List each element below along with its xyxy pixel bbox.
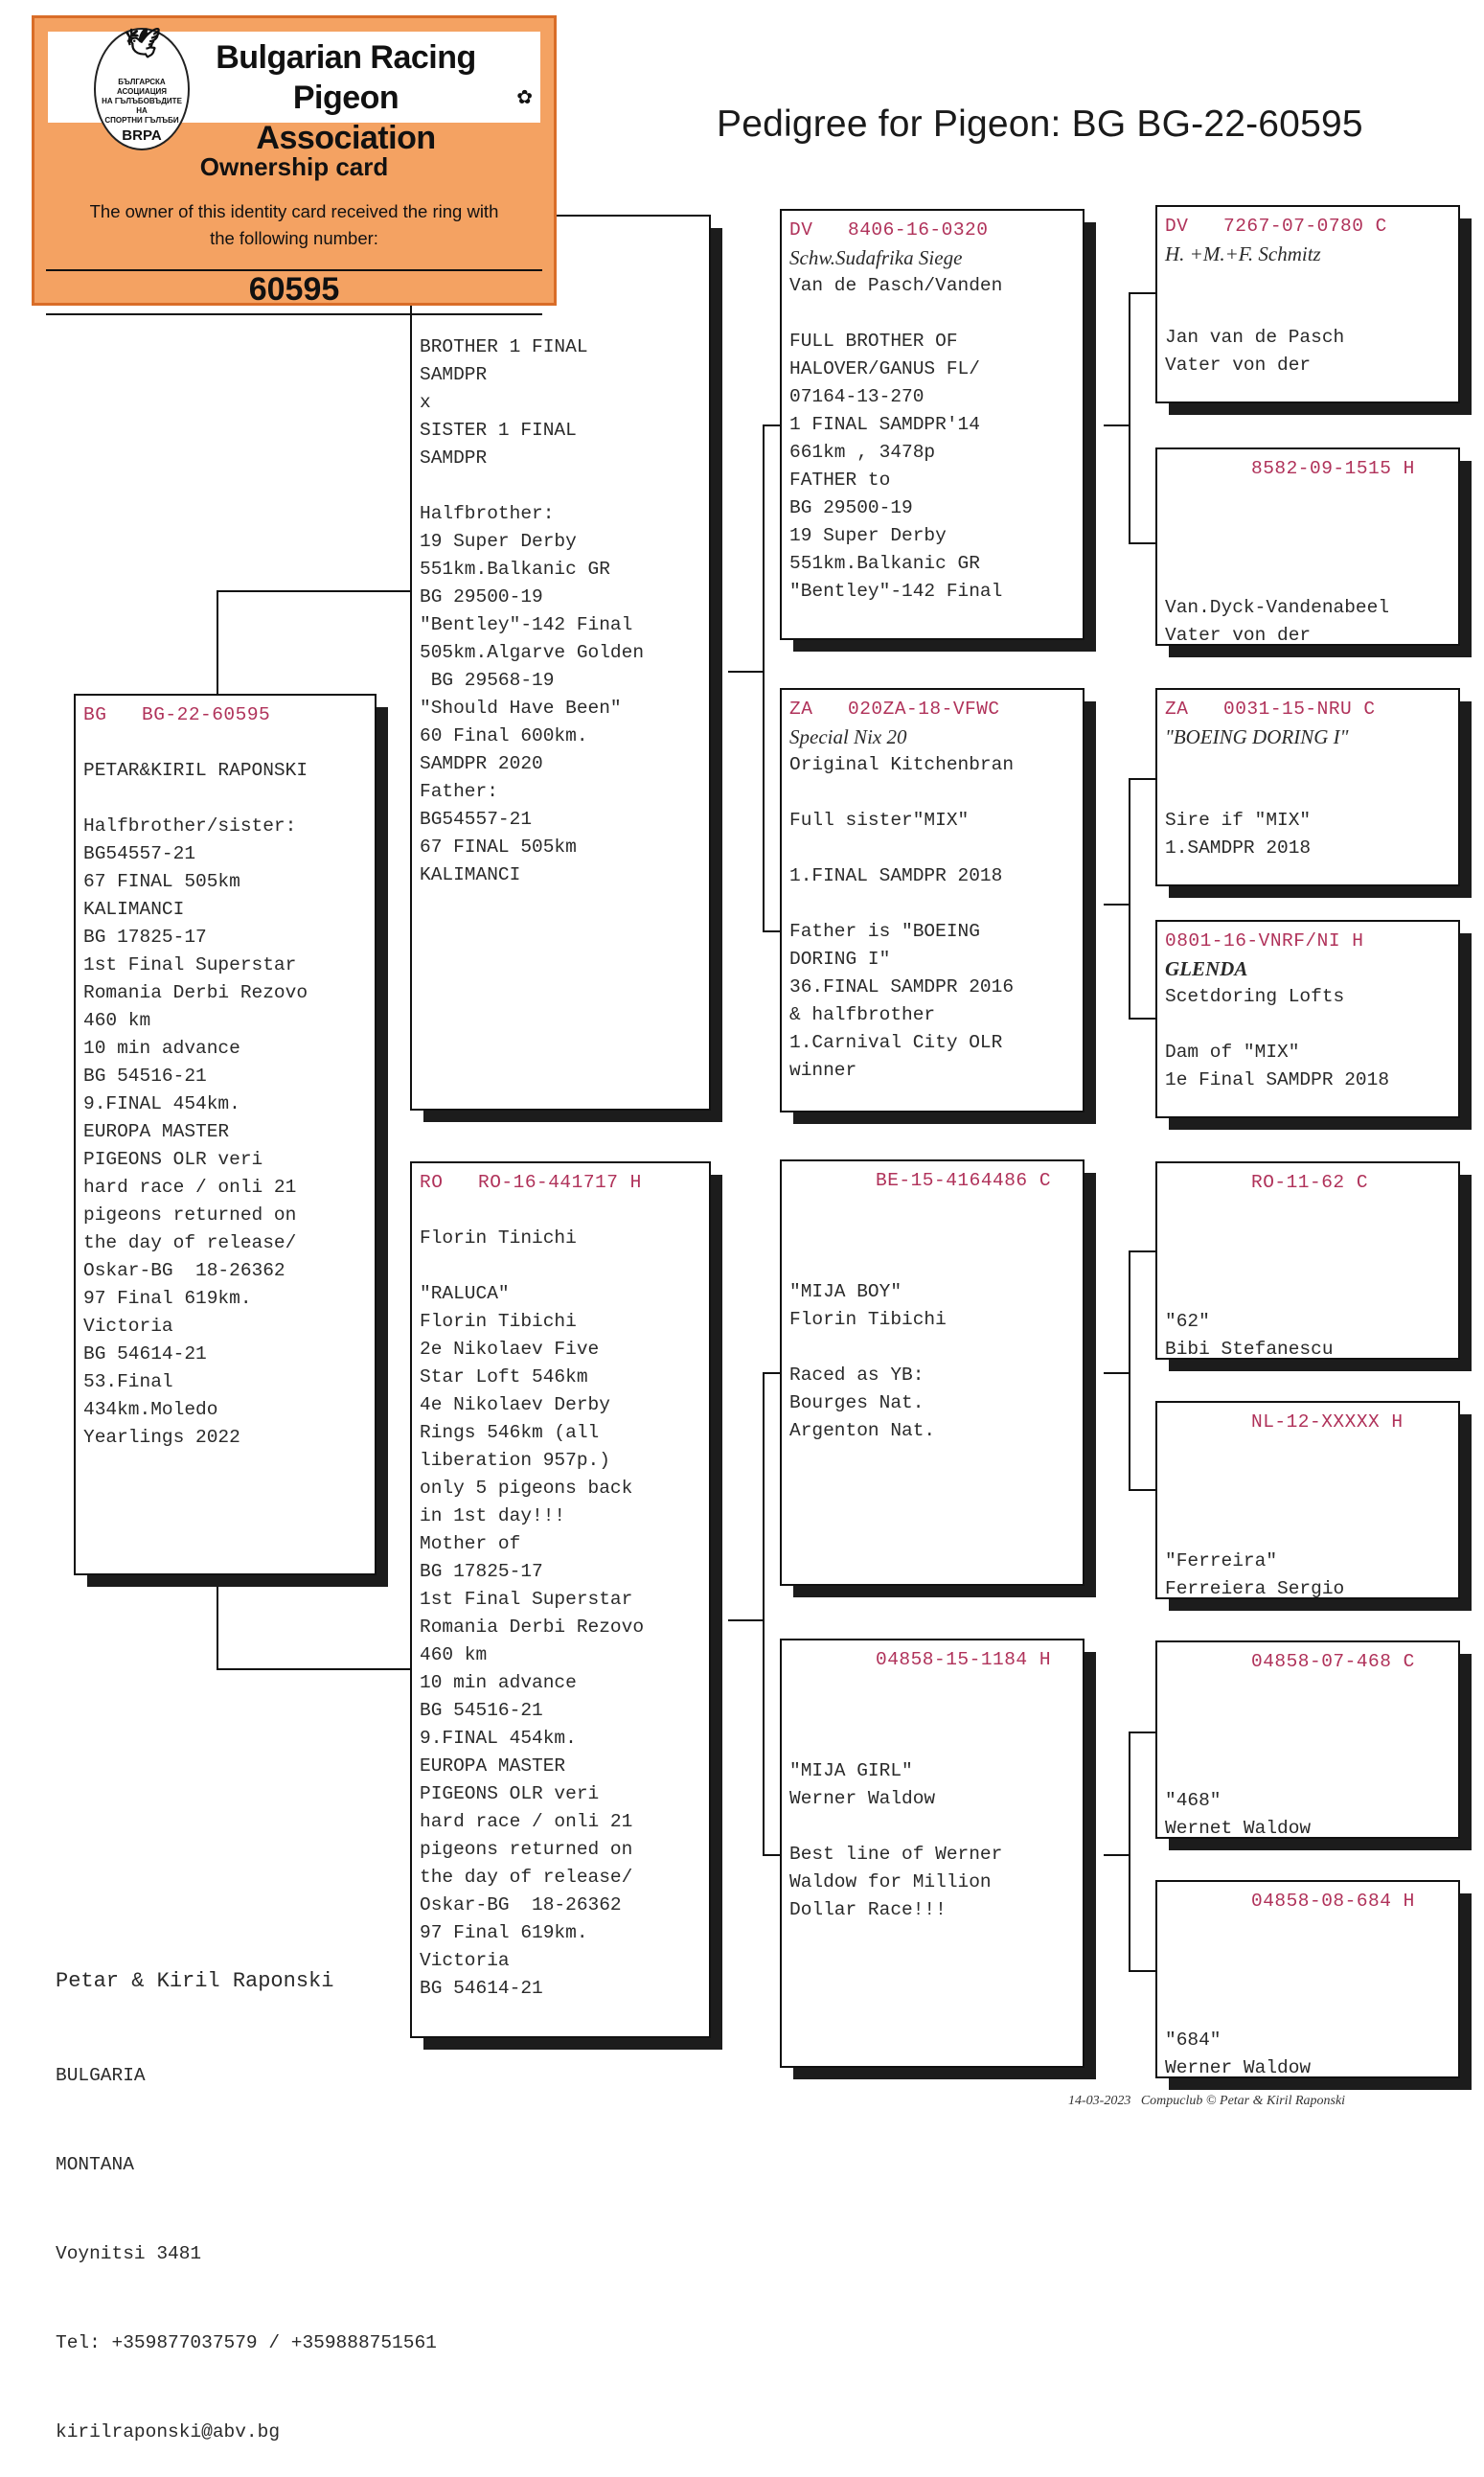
pigeon-name: H. +M.+F. Schmitz [1165,242,1321,265]
breeder-email[interactable]: kirilraponski@abv.bg [56,2421,281,2443]
ring-number: ZA 0031-15-NRU C [1165,699,1376,720]
pigeon-note-line: BG54557-21 [83,843,196,864]
breeder-phone: Tel: +359877037579 / +359888751561 [56,2332,437,2353]
pigeon-note-line [1165,1464,1450,1492]
pigeon-note-line [1165,296,1450,324]
pigeon-note-line: winner [789,1060,857,1081]
pigeon-note-line: PIGEONS OLR veri [420,1783,600,1804]
ring-number: 04858-15-1184 H [876,1649,1052,1670]
pigeon-card-sd-sire[interactable] [1155,688,1460,886]
pigeon-note-line: hard race / onli 21 [420,1811,633,1832]
association-name-line-1: Bulgarian Racing Pigeon [216,39,476,116]
ring-number: 60595 [248,271,340,308]
pigeon-card-dam-dam[interactable] [780,1639,1084,2068]
pigeon-note-line [1165,1943,1450,1971]
pigeon-note-line: BG 54614-21 [83,1343,207,1365]
pigeon-name: "BOEING DORING I" [1165,725,1349,748]
pigeon-note-line: PIGEONS OLR veri [83,1149,263,1170]
connector-line [1129,292,1130,544]
pigeon-card-sire[interactable] [410,215,711,1111]
pigeon-card-dd-dam[interactable] [1155,1880,1460,2078]
ownership-card [32,15,557,306]
pigeon-note-line: 60 Final 600km. [420,725,588,746]
pigeon-note-line: "468" [1165,1790,1221,1811]
pigeon-note-line: 97 Final 619km. [83,1288,252,1309]
ring-number: BG BG-22-60595 [83,704,271,725]
pigeon-note-line: 460 km [420,1644,488,1665]
pigeon-note-line [1165,779,1450,807]
pigeon-note-line: only 5 pigeons back [420,1478,633,1499]
pigeon-note-line: EUROPA MASTER [83,1121,230,1142]
pigeon-note-line: 10 min advance [420,1672,577,1693]
pigeon-note-line [1165,1732,1450,1759]
connector-line [1129,778,1130,1020]
pigeon-note-line: Wernet Waldow [1165,1818,1312,1839]
pigeon-note-line: & halfbrother [789,1004,936,1025]
pigeon-note-line: Bibi Stefanescu [1165,1339,1334,1360]
association-name-line-2: Association [256,120,436,156]
pigeon-note-line: Halfbrother: [420,503,555,524]
ring-number: 0801-16-VNRF/NI H [1165,930,1364,952]
pigeon-card-sire-dam[interactable] [780,688,1084,1112]
breeder-name: Petar & Kiril Raponski [56,1969,334,1993]
ring-number: RO-11-62 C [1251,1172,1369,1193]
pigeon-note-line: 67 FINAL 505km [420,837,577,858]
pigeon-note-line [789,1674,1075,1702]
pigeon-note-line: Halfbrother/sister: [83,815,297,837]
pigeon-card-subject[interactable] [74,694,377,1575]
pigeon-note-line: Mother of [420,1533,521,1554]
ring-number: ZA 020ZA-18-VFWC [789,699,1000,720]
pigeon-note-line [1165,751,1450,779]
ownership-card-text [54,198,535,252]
pigeon-note-line: "RALUCA" [420,1283,510,1304]
ring-number: BE-15-4164486 C [876,1170,1052,1191]
pigeon-note-line: BG 29500-19 [420,586,543,608]
connector-line [1104,1854,1130,1856]
pigeon-note-line: 07164-13-270 [789,386,925,407]
pigeon-note-line: 1.FINAL SAMDPR 2018 [789,865,1003,886]
connector-line [1104,424,1130,426]
pigeon-note-line [1165,1999,1450,2027]
pigeon-note-line: "MIJA GIRL" [789,1760,913,1781]
logo-text-3: СПОРТНИ ГЪЛЪБИ [104,116,179,125]
pigeon-note-line: BG 17825-17 [420,1561,543,1582]
pigeon-note-line [83,785,367,813]
pigeon-note-line: Werner Waldow [1165,2057,1312,2078]
pigeon-name: Special Nix 20 [789,725,907,748]
pigeon-note-line: HALOVER/GANUS FL/ [789,358,980,379]
pigeon-note-line: Van.Dyck-Vandenabeel [1165,597,1390,618]
pigeon-note-line: 1 FINAL SAMDPR'14 [789,414,980,435]
pigeon-note-line [420,472,701,500]
pigeon-note-line: "62" [1165,1311,1210,1332]
ring-number: DV 8406-16-0320 [789,219,989,241]
connector-line [728,1619,765,1621]
pigeon-note-line: "MIJA BOY" [789,1281,902,1302]
pigeon-card-ds-dam[interactable] [1155,1401,1460,1599]
pigeon-note-line: Jan van de Pasch [1165,327,1345,348]
connector-line [217,590,218,694]
pigeon-note-line: Romania Derbi Rezovo [83,982,308,1003]
breeder-info [56,1907,437,2477]
breeder-region: MONTANA [56,2154,134,2175]
pigeon-note-line: "Should Have Been" [420,698,622,719]
ownership-card-title: Ownership card [199,152,389,181]
pigeon-note-line: 551km.Balkanic GR [789,553,980,574]
pigeon-note-line [1165,268,1450,296]
pigeon-note-line [1165,1520,1450,1548]
pigeon-note-line: 36.FINAL SAMDPR 2016 [789,976,1015,998]
ring-number: RO RO-16-441717 H [420,1172,642,1193]
pigeon-note-line: BROTHER 1 FINAL [420,336,588,357]
pigeon-note-line [420,306,701,333]
pigeon-note-line: FULL BROTHER OF [789,331,958,352]
association-name [173,37,518,158]
pigeon-note-line [789,300,1075,328]
pigeon-note-line: pigeons returned on [420,1839,633,1860]
connector-line [1129,1250,1130,1491]
print-date: 14-03-2023 [1068,2094,1131,2108]
pigeon-card-dam-sire[interactable] [780,1159,1084,1586]
pigeon-note-line: x [420,392,431,413]
pigeon-note-line: BG 54614-21 [420,1978,543,1999]
divider [46,313,542,315]
pigeon-note-line [1165,1915,1450,1943]
pigeon-card-dd-sire[interactable] [1155,1640,1460,1839]
pigeon-note-line: 1e Final SAMDPR 2018 [1165,1069,1390,1090]
pigeon-note-line: 1.SAMDPR 2018 [1165,837,1312,859]
ownership-text-line-2: the following number: [210,228,378,248]
pigeon-name: GLENDA [1165,957,1248,980]
pigeon-note-line: Argenton Nat. [789,1420,936,1441]
connector-line [1104,1372,1130,1374]
pigeon-note-line: Vater von der [1165,355,1312,376]
pigeon-note-line [789,779,1075,807]
pigeon-note-line [789,1195,1075,1223]
pigeon-note-line [789,1223,1075,1250]
pigeon-note-line [789,890,1075,918]
pigeon-note-line: 4e Nikolaev Derby [420,1394,610,1415]
pigeon-note-line: 661km , 3478p [789,442,936,463]
ring-number: 8582-09-1515 H [1251,458,1415,479]
pigeon-note-line: SISTER 1 FINAL [420,420,577,441]
connector-line [763,1372,765,1856]
pigeon-note-line: 505km.Algarve Golden [420,642,645,663]
pigeon-note-line [1165,1252,1450,1280]
pigeon-note-line: the day of release/ [420,1867,633,1888]
connector-line [1129,1732,1130,1972]
pigeon-note-line [1165,1011,1450,1039]
pigeon-card-ds-sire[interactable] [1155,1161,1460,1360]
ring-number: NL-12-XXXXX H [1251,1411,1404,1433]
pigeon-card-dam[interactable] [410,1161,711,2038]
pigeon-note-line: "684" [1165,2030,1221,2051]
pigeon-note-line: Victoria [83,1316,173,1337]
pigeon-note-line: Romania Derbi Rezovo [420,1617,645,1638]
pigeon-note-line [1165,1492,1450,1520]
connector-line [728,671,765,673]
pigeon-note-line: Original Kitchenbran [789,754,1015,775]
pigeon-note-line: KALIMANCI [420,864,521,885]
pigeon-note-line: 19 Super Derby [420,531,577,552]
pigeon-note-line: the day of release/ [83,1232,297,1253]
connector-line [217,590,410,592]
pigeon-note-line [1165,1759,1450,1787]
pigeon-note-line: BG 29500-19 [789,497,913,518]
ownership-text-line-1: The owner of this identity card received the ring with [89,201,499,221]
pigeon-note-line: Florin Tibichi [789,1309,947,1330]
pigeon-note-line: Rings 546km (all [420,1422,600,1443]
pigeon-note-line: 460 km [83,1010,151,1031]
pigeon-note-line: Ferreiera Sergio [1165,1578,1345,1599]
pigeon-note-line: Florin Tibichi [420,1311,577,1332]
page-title: Pedigree for Pigeon: BG BG-22-60595 [717,103,1363,145]
pigeon-note-line: "Bentley"-142 Final [420,614,633,635]
pigeon-note-line: Werner Waldow [789,1788,936,1809]
pigeon-note-line: PETAR&KIRIL RAPONSKI [83,760,308,781]
pigeon-note-line: SAMDPR [420,447,488,469]
small-emblem-icon: ✿ [516,87,533,108]
pigeon-note-line: 53.Final [83,1371,173,1392]
pigeon-note-line [1165,1197,1450,1225]
pigeon-note-line: pigeons returned on [83,1204,297,1226]
pigeon-note-line: Dollar Race!!! [789,1899,947,1920]
pigeon-name: Schw.Sudafrika Siege [789,246,963,269]
ring-number: DV 7267-07-0780 C [1165,216,1387,237]
pigeon-note-line: Bourges Nat. [789,1392,925,1413]
pigeon-note-line: BG 17825-17 [83,927,207,948]
pigeon-note-line: hard race / onli 21 [83,1177,297,1198]
pigeon-note-line [1165,483,1450,511]
logo-text-1: БЪЛГАРСКА АСОЦИАЦИЯ [116,78,168,96]
breeder-address: Voynitsi 3481 [56,2243,202,2264]
pigeon-note-line: Victoria [420,1950,510,1971]
pigeon-note-line: Sire if "MIX" [1165,810,1312,831]
pigeon-note-line: "Ferreira" [1165,1550,1278,1571]
connector-line [763,424,765,932]
logo-abbr: BRPA [122,127,162,144]
pigeon-note-line: 19 Super Derby [789,525,947,546]
footer [1068,2094,1345,2109]
pigeon-note-line: 9.FINAL 454km. [83,1093,240,1114]
pigeon-note-line: liberation 957p.) [420,1450,610,1471]
connector-line [217,1668,410,1670]
pigeon-note-line [1165,511,1450,539]
pigeon-note-line: Oskar-BG 18-26362 [420,1894,622,1915]
pigeon-note-line: SAMDPR [420,364,488,385]
pigeon-note-line: Waldow for Million [789,1871,992,1892]
pigeon-note-line: Yearlings 2022 [83,1427,240,1448]
logo-text-2: НА ГЪЛЪБОВЪДИТЕ НА [102,97,182,115]
pigeon-note-line: BG54557-21 [420,809,533,830]
pigeon-note-line [789,1250,1075,1278]
pigeon-note-line [83,729,367,757]
pigeon-note-line: SAMDPR 2020 [420,753,543,774]
pigeon-note-line: Oskar-BG 18-26362 [83,1260,285,1281]
pigeon-note-line: Scetdoring Lofts [1165,986,1345,1007]
pigeon-note-line: KALIMANCI [83,899,185,920]
pigeon-note-line: 434km.Moledo [83,1399,218,1420]
pigeon-note-line [1165,1971,1450,1999]
pigeon-note-line: Florin Tinichi [420,1227,577,1249]
pigeon-note-line: EUROPA MASTER [420,1755,566,1777]
ring-number: 04858-07-468 C [1251,1651,1415,1672]
pigeon-note-line: 67 FINAL 505km [83,871,240,892]
pigeon-card-ss-dam[interactable] [1155,447,1460,646]
pigeon-note-line: BG 54516-21 [83,1066,207,1087]
pigeon-note-line: Father is "BOEING [789,921,980,942]
pigeon-note-line: Van de Pasch/Vanden [789,275,1003,296]
pigeon-note-line [1165,1676,1450,1704]
pigeon-card-sire-sire[interactable] [780,209,1084,640]
pigeon-note-line: 1st Final Superstar [420,1589,633,1610]
pigeon-note-line: 10 min advance [83,1038,240,1059]
pigeon-card-sd-dam[interactable] [1155,920,1460,1118]
pigeon-note-line [420,1197,701,1225]
pigeon-note-line: 97 Final 619km. [420,1922,588,1943]
pigeon-note-line: Star Loft 546km [420,1366,588,1388]
connector-line [1104,904,1130,906]
breeder-country: BULGARIA [56,2065,146,2086]
footer-credit: Compuclub © Petar & Kiril Raponski [1140,2094,1346,2108]
connector-line [217,1574,218,1670]
pigeon-note-line [1165,566,1450,594]
pigeon-note-line: BG 54516-21 [420,1700,543,1721]
pigeon-note-line: DORING I" [789,949,891,970]
pigeon-note-line: Vater von der [1165,625,1312,646]
pigeon-note-line: Raced as YB: [789,1365,925,1386]
pigeon-card-ss-sire[interactable] [1155,205,1460,403]
pigeon-note-line: Dam of "MIX" [1165,1042,1300,1063]
pigeon-note-line: 551km.Balkanic GR [420,559,610,580]
pigeon-note-line [1165,1436,1450,1464]
ring-number: 04858-08-684 H [1251,1891,1415,1912]
pigeon-note-line: 1.Carnival City OLR [789,1032,1003,1053]
pigeon-note-line: in 1st day!!! [420,1505,566,1526]
pigeon-note-line: 1st Final Superstar [83,954,297,975]
pigeon-note-line [789,1334,1075,1362]
pigeon-note-line: BG 29568-19 [420,670,555,691]
pigeon-note-line [1165,539,1450,566]
pigeon-note-line: Best line of Werner [789,1844,1003,1865]
pigeon-note-line [789,1730,1075,1757]
pigeon-note-line [420,1252,701,1280]
pigeon-icon: 🕊 [125,28,162,59]
pigeon-note-line [789,1702,1075,1730]
pigeon-note-line: 9.FINAL 454km. [420,1728,577,1749]
pigeon-note-line: 2e Nikolaev Five [420,1339,600,1360]
pigeon-note-line [789,1813,1075,1841]
pigeon-note-line: Father: [420,781,498,802]
pigeon-note-line [1165,1225,1450,1252]
pigeon-note-line [1165,1704,1450,1732]
pigeon-note-line [1165,1280,1450,1308]
pigeon-note-line: FATHER to [789,470,891,491]
pigeon-note-line: "Bentley"-142 Final [789,581,1003,602]
pigeon-note-line [789,835,1075,862]
pigeon-note-line: Full sister"MIX" [789,810,970,831]
